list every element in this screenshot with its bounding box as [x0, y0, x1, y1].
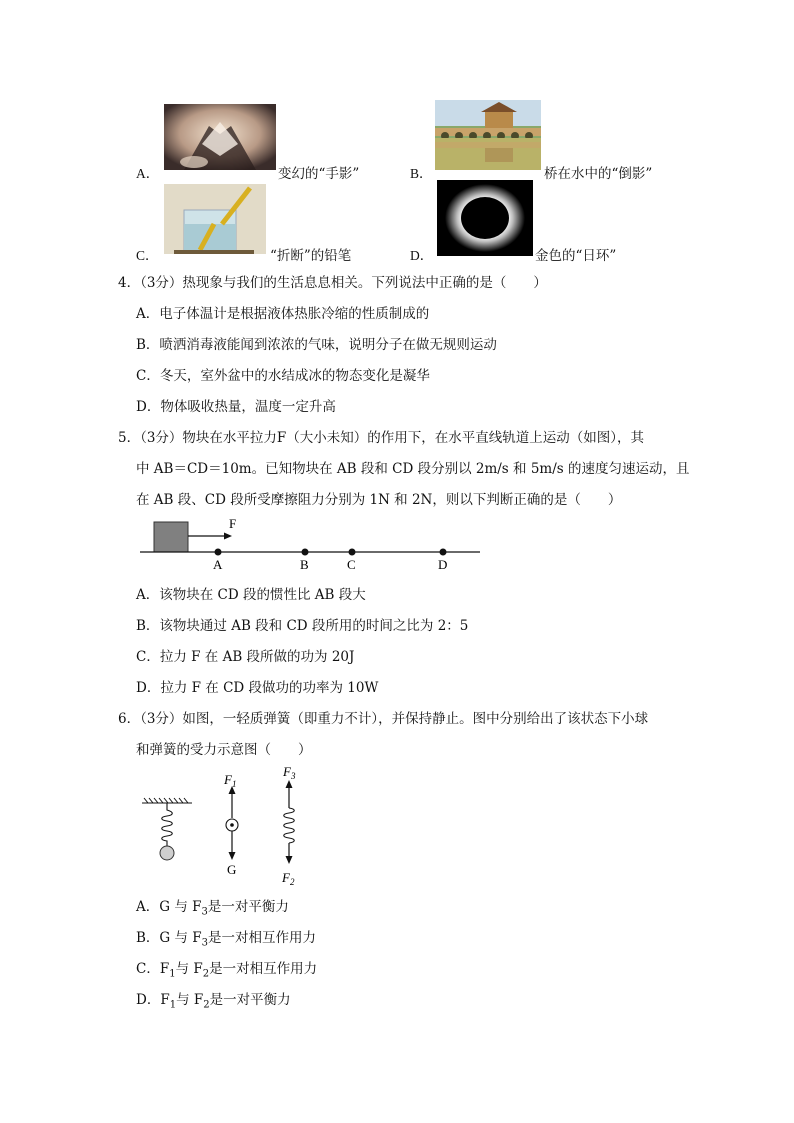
- q4-stem: 4．（3分）热现象与我们的生活息息相关。下列说法中正确的是（ ）: [118, 275, 547, 291]
- q5-option-d: D．拉力 F 在 CD 段做功的功率为 10W: [136, 680, 379, 696]
- q3-option-d: [410, 244, 433, 264]
- q6-ceiling: [142, 798, 192, 803]
- q3-image-hand-shadow: [164, 104, 276, 170]
- q6-f2-label: $F_2$: [282, 870, 295, 887]
- q5-label-b: B: [300, 557, 309, 572]
- q5-stem-line-1: 5．（3分）物块在水平拉力F（大小未知）的作用下，在水平直线轨道上运动（如图），其: [118, 430, 645, 446]
- q6-option-c: C．$F_1$与 $F_2$是一对相互作用力: [136, 961, 318, 980]
- q6-f3-label: $F_3$: [283, 764, 296, 781]
- q6-ball: [160, 846, 174, 860]
- q5-stem-line-3: 在 AB 段、CD 段所受摩擦阻力分别为 1N 和 2N，则以下判断正确的是（ ）: [136, 492, 622, 508]
- q4-option-a: A．电子体温计是根据液体热胀冷缩的性质制成的: [136, 306, 430, 322]
- q5-option-c: C．拉力 F 在 AB 段所做的功为 20J: [136, 649, 355, 665]
- q6-option-a: A．G 与 $F_3$是一对平衡力: [136, 899, 289, 918]
- q5-point-c: [349, 549, 356, 556]
- q3-option-b-letter: B．: [410, 166, 433, 181]
- q5-point-a: [215, 549, 222, 556]
- q5-label-a: A: [213, 557, 223, 572]
- q5-option-b: B．该物块通过 AB 段和 CD 段所用的时间之比为 2：5: [136, 618, 469, 634]
- q4-option-d: D．物体吸收热量，温度一定升高: [136, 399, 336, 415]
- q5-point-d: [440, 549, 447, 556]
- q3-option-a-caption: 变幻的“手影”: [278, 166, 360, 182]
- q5-force-label: F: [229, 516, 237, 531]
- q3-image-pencil-in-water: [164, 184, 266, 254]
- q5-stem-line-2: 中 AB＝CD＝10m。已知物块在 AB 段和 CD 段分别以 2m/s 和 5m/s 的速度匀速运动，且: [136, 461, 690, 477]
- q5-block: [154, 522, 188, 552]
- q5-option-a: A．该物块在 CD 段的惯性比 AB 段大: [136, 587, 366, 603]
- q3-image-solar-ring: [437, 180, 533, 256]
- q3-option-b: [410, 162, 433, 182]
- q4-option-b: B．喷洒消毒液能闻到浓浓的气味，说明分子在做无规则运动: [136, 337, 497, 353]
- q3-option-c-caption: “折断”的铅笔: [270, 248, 352, 264]
- q6-free-spring: [284, 808, 295, 843]
- q5-label-d: D: [438, 557, 448, 572]
- q6-g-label: G: [227, 862, 237, 877]
- q3-image-bridge-reflection: [435, 100, 541, 170]
- q6-stem-line-1: 6．（3分）如图，一轻质弹簧（即重力不计），并保持静止。图中分别给出了该状态下小球: [118, 711, 649, 727]
- q3-option-a-letter: A．: [136, 166, 160, 181]
- q6-hanging-spring: [162, 803, 173, 846]
- q6-f1-label: $F_1$: [224, 772, 237, 789]
- q6-figure-spring-forces: [138, 760, 318, 888]
- q3-option-d-caption: 金色的“日环”: [535, 248, 617, 264]
- q5-figure-track: [138, 512, 483, 574]
- q3-option-c: [136, 244, 159, 264]
- q3-option-c-letter: C．: [136, 248, 159, 263]
- q6-option-d: D．$F_1$与 $F_2$是一对平衡力: [136, 992, 291, 1011]
- q3-option-b-caption: 桥在水中的“倒影”: [544, 166, 653, 182]
- q4-option-c: C．冬天，室外盆中的水结成冰的物态变化是凝华: [136, 368, 430, 384]
- q3-option-a: [136, 162, 159, 182]
- q5-point-b: [302, 549, 309, 556]
- q6-option-b: B．G 与 $F_3$是一对相互作用力: [136, 930, 317, 949]
- q3-option-d-letter: D．: [410, 248, 434, 263]
- q6-stem-line-2: 和弹簧的受力示意图（ ）: [136, 742, 312, 758]
- q5-label-c: C: [347, 557, 356, 572]
